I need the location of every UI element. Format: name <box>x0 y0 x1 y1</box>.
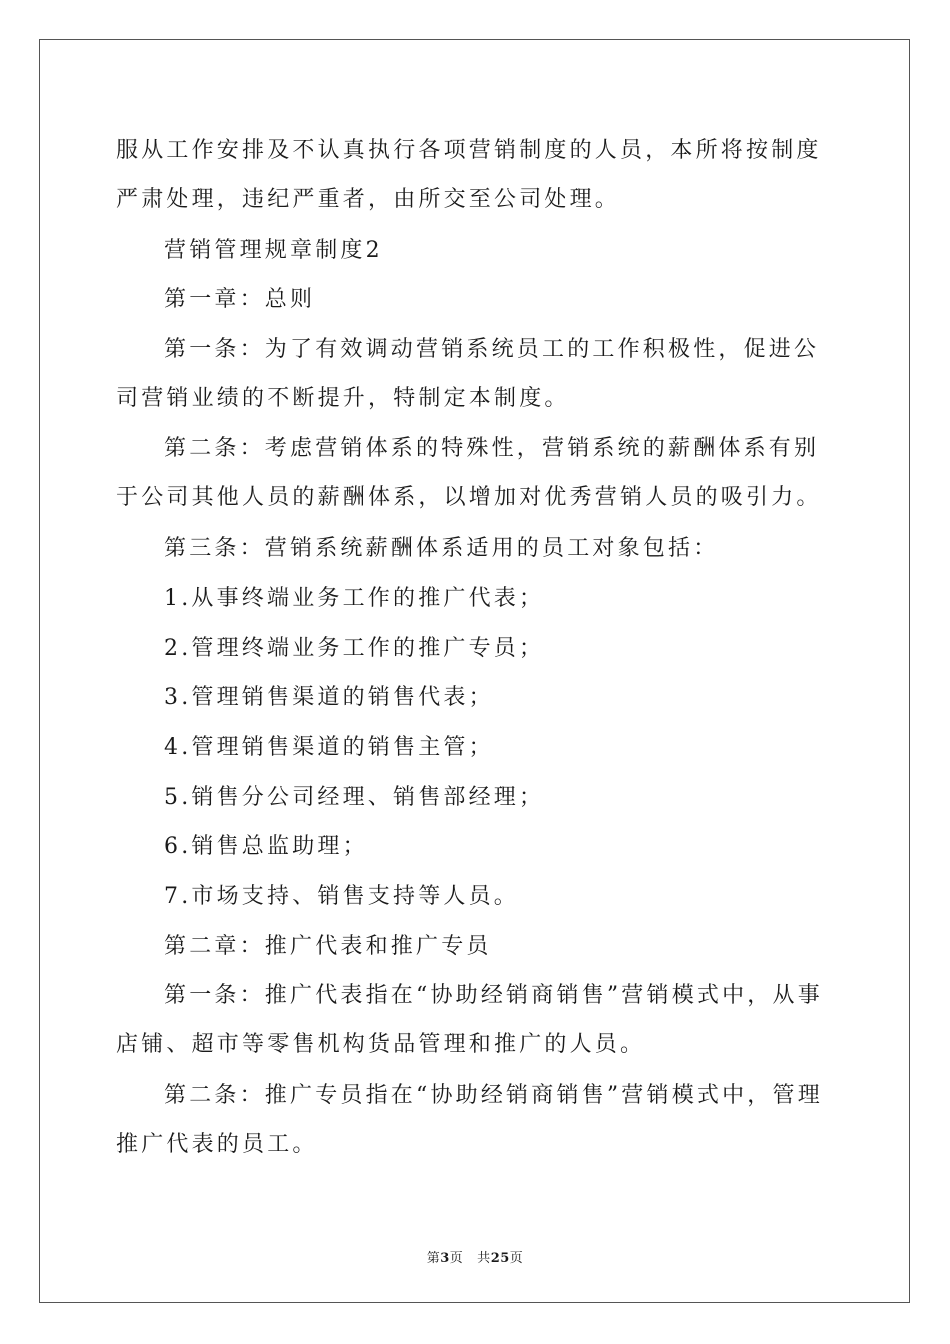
chapter2-article-1: 第一条：推广代表指在“协助经销商销售”营销模式中，从事店铺、超市等零售机构货品管理和推广的人员。 <box>116 983 823 1057</box>
list-item-3: 3.管理销售渠道的销售代表； <box>164 685 494 710</box>
section-title: 营销管理规章制度2 <box>164 238 383 263</box>
list-item-6: 6.销售总监助理； <box>164 834 368 859</box>
chapter-heading-2: 第二章：推广代表和推广专员 <box>164 934 492 959</box>
article-1: 第一条：为了有效调动营销系统员工的工作积极性，促进公司营销业绩的不断提升，特制定本制度。 <box>116 337 820 411</box>
footer-page-number: 3 <box>440 1251 450 1266</box>
article-2: 第二条：考虑营销体系的特殊性，营销系统的薪酬体系有别于公司其他人员的薪酬体系，以增加对优秀营销人员的吸引力。 <box>116 436 822 510</box>
footer-total-suffix: 页 <box>509 1251 524 1266</box>
footer-prefix: 第 <box>426 1251 441 1266</box>
footer-page-suffix: 页 <box>449 1251 464 1266</box>
chapter2-article-2: 第二条：推广专员指在“协助经销商销售”营销模式中，管理推广代表的员工。 <box>116 1083 823 1157</box>
list-item-2: 2.管理终端业务工作的推广专员； <box>164 636 545 661</box>
list-item-7: 7.市场支持、销售支持等人员。 <box>164 884 519 909</box>
list-item-4: 4.管理销售渠道的销售主管； <box>164 735 494 760</box>
chapter-heading-1: 第一章：总则 <box>164 287 316 312</box>
list-item-5: 5.销售分公司经理、销售部经理； <box>164 785 545 810</box>
footer-total-prefix: 共 <box>477 1251 491 1266</box>
paragraph-1: 服从工作安排及不认真执行各项营销制度的人员，本所将按制度严肃处理，违纪严重者，由所交至公司处理。 <box>116 138 822 212</box>
article-3: 第三条：营销系统薪酬体系适用的员工对象包括： <box>164 536 719 561</box>
page-footer <box>0 1247 950 1266</box>
list-item-1: 1.从事终端业务工作的推广代表； <box>164 586 545 611</box>
footer-total-pages: 25 <box>490 1251 510 1266</box>
